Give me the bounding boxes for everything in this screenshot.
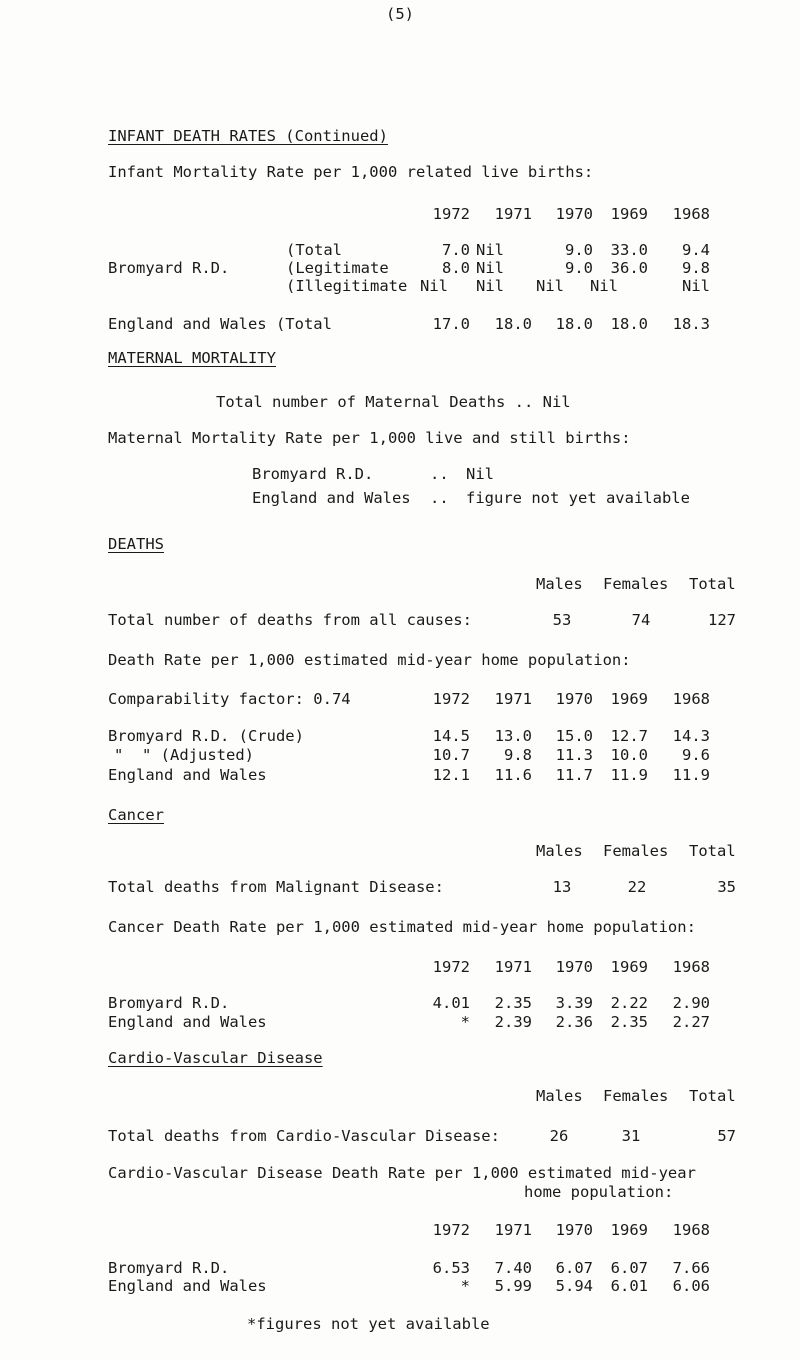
row-label: (Total: [286, 241, 342, 259]
col-header: Males: [536, 842, 583, 860]
year-cell: 1971: [494, 690, 532, 708]
cancer-heading: Cancer: [108, 806, 164, 824]
value-cell: 7.0: [442, 241, 470, 259]
infant-area-label: Bromyard R.D.: [108, 259, 230, 277]
year-cell: 1968: [672, 1221, 710, 1239]
value-cell: 18.0: [494, 315, 532, 333]
value-cell: 18.0: [610, 315, 648, 333]
value-cell: 11.9: [610, 766, 648, 784]
value-cell: 5.99: [494, 1277, 532, 1295]
value-cell: 13: [552, 878, 572, 896]
value-cell: 53: [552, 611, 572, 629]
value-cell: 9.8: [504, 746, 532, 764]
deaths-rate-line: Death Rate per 1,000 estimated mid-year home population:: [108, 651, 631, 669]
year-cell: 1969: [610, 205, 648, 223]
value-cell: 6.53: [432, 1259, 470, 1277]
value-cell: 74: [631, 611, 651, 629]
value-cell: 3.39: [555, 994, 593, 1012]
value-cell: 18.0: [555, 315, 593, 333]
value-cell: 8.0: [442, 259, 470, 277]
value-cell: Nil: [420, 277, 448, 295]
value-cell: 36.0: [610, 259, 648, 277]
value-cell: 2.27: [672, 1013, 710, 1031]
value-cell: 9.8: [682, 259, 710, 277]
cardio-heading: Cardio-Vascular Disease: [108, 1049, 323, 1067]
year-cell: 1970: [555, 690, 593, 708]
row-label: England and Wales: [108, 1277, 267, 1295]
value-cell: 7.40: [494, 1259, 532, 1277]
maternal-heading: MATERNAL MORTALITY: [108, 349, 276, 367]
value-cell: 13.0: [494, 727, 532, 745]
value-cell: 57: [717, 1127, 736, 1145]
value-cell: 6.07: [555, 1259, 593, 1277]
year-cell: 1970: [555, 1221, 593, 1239]
value-cell: 11.7: [555, 766, 593, 784]
comparability-factor: Comparability factor: 0.74: [108, 690, 351, 708]
value-cell: Nil: [590, 277, 618, 295]
infant-subtitle: Infant Mortality Rate per 1,000 related live births:: [108, 163, 594, 181]
value-cell: 2.35: [494, 994, 532, 1012]
value-cell: 10.0: [610, 746, 648, 764]
year-cell: 1972: [432, 690, 470, 708]
year-cell: 1970: [555, 958, 593, 976]
value-cell: 2.22: [610, 994, 648, 1012]
row-label: (Legitimate: [286, 259, 389, 277]
footnote: *figures not yet available: [247, 1315, 490, 1333]
value-cell: 2.35: [610, 1013, 648, 1031]
row-dots: ..: [430, 465, 449, 483]
value-cell: 12.7: [610, 727, 648, 745]
value-cell: 9.0: [565, 241, 593, 259]
year-cell: 1972: [432, 958, 470, 976]
value-cell: Nil: [476, 259, 504, 277]
row-label: Total deaths from Malignant Disease:: [108, 878, 444, 896]
value-cell: *: [460, 1013, 470, 1031]
row-label: Bromyard R.D. (Crude): [108, 727, 304, 745]
value-cell: Nil: [476, 241, 504, 259]
col-header: Total: [689, 1087, 736, 1105]
value-cell: Nil: [682, 277, 710, 295]
col-header: Females: [603, 575, 669, 593]
row-label: England and Wales: [108, 766, 267, 784]
value-cell: 11.9: [672, 766, 710, 784]
col-header: Females: [603, 1087, 669, 1105]
value-cell: 35: [717, 878, 736, 896]
col-header: Females: [603, 842, 669, 860]
value-cell: 11.6: [494, 766, 532, 784]
col-header: Males: [536, 1087, 583, 1105]
value-cell: 33.0: [610, 241, 648, 259]
value-cell: figure not yet available: [466, 489, 690, 507]
row-label: Bromyard R.D.: [108, 1259, 230, 1277]
row-label: England and Wales: [252, 489, 411, 507]
value-cell: 7.66: [672, 1259, 710, 1277]
cardio-rate-line: Cardio-Vascular Disease Death Rate per 1,000 estimated mid-year: [108, 1164, 696, 1182]
value-cell: 6.01: [610, 1277, 648, 1295]
value-cell: 15.0: [555, 727, 593, 745]
year-cell: 1972: [432, 1221, 470, 1239]
value-cell: Nil: [536, 277, 564, 295]
value-cell: 127: [708, 611, 736, 629]
value-cell: 2.39: [494, 1013, 532, 1031]
col-header: Total: [689, 575, 736, 593]
deaths-heading: DEATHS: [108, 535, 164, 553]
row-label: England and Wales (Total: [108, 315, 332, 333]
value-cell: 14.3: [672, 727, 710, 745]
infant-heading: INFANT DEATH RATES (Continued): [108, 127, 388, 145]
value-cell: 2.36: [555, 1013, 593, 1031]
row-label: Bromyard R.D.: [108, 994, 230, 1012]
year-cell: 1971: [494, 205, 532, 223]
col-header: Males: [536, 575, 583, 593]
value-cell: 31: [621, 1127, 641, 1145]
value-cell: 2.90: [672, 994, 710, 1012]
year-cell: 1972: [432, 205, 470, 223]
value-cell: 22: [627, 878, 647, 896]
maternal-total-line: Total number of Maternal Deaths .. Nil: [216, 393, 571, 411]
year-cell: 1968: [672, 205, 710, 223]
year-cell: 1970: [555, 205, 593, 223]
value-cell: 14.5: [432, 727, 470, 745]
year-cell: 1969: [610, 1221, 648, 1239]
year-cell: 1969: [610, 958, 648, 976]
cardio-rate-line-continued: home population:: [524, 1183, 674, 1201]
value-cell: 9.4: [682, 241, 710, 259]
value-cell: 5.94: [555, 1277, 593, 1295]
value-cell: 17.0: [432, 315, 470, 333]
col-header: Total: [689, 842, 736, 860]
maternal-rate-line: Maternal Mortality Rate per 1,000 live and still births:: [108, 429, 631, 447]
cancer-rate-line: Cancer Death Rate per 1,000 estimated mid-year home population:: [108, 918, 696, 936]
value-cell: 11.3: [555, 746, 593, 764]
value-cell: 6.06: [672, 1277, 710, 1295]
row-label: Total deaths from Cardio-Vascular Disease:: [108, 1127, 500, 1145]
year-cell: 1971: [494, 958, 532, 976]
value-cell: 18.3: [672, 315, 710, 333]
row-label: Total number of deaths from all causes:: [108, 611, 472, 629]
row-label: " " (Adjusted): [114, 746, 254, 764]
value-cell: Nil: [466, 465, 494, 483]
row-label: England and Wales: [108, 1013, 267, 1031]
page-number: (5): [386, 5, 414, 23]
value-cell: 6.07: [610, 1259, 648, 1277]
value-cell: Nil: [476, 277, 504, 295]
value-cell: 26: [549, 1127, 569, 1145]
value-cell: *: [460, 1277, 470, 1295]
year-cell: 1969: [610, 690, 648, 708]
value-cell: 9.6: [682, 746, 710, 764]
value-cell: 9.0: [565, 259, 593, 277]
value-cell: 12.1: [432, 766, 470, 784]
row-label: (Illegitimate: [286, 277, 408, 295]
year-cell: 1971: [494, 1221, 532, 1239]
row-label: Bromyard R.D.: [252, 465, 374, 483]
row-dots: ..: [430, 489, 449, 507]
year-cell: 1968: [672, 690, 710, 708]
value-cell: 4.01: [432, 994, 470, 1012]
year-cell: 1968: [672, 958, 710, 976]
value-cell: 10.7: [432, 746, 470, 764]
